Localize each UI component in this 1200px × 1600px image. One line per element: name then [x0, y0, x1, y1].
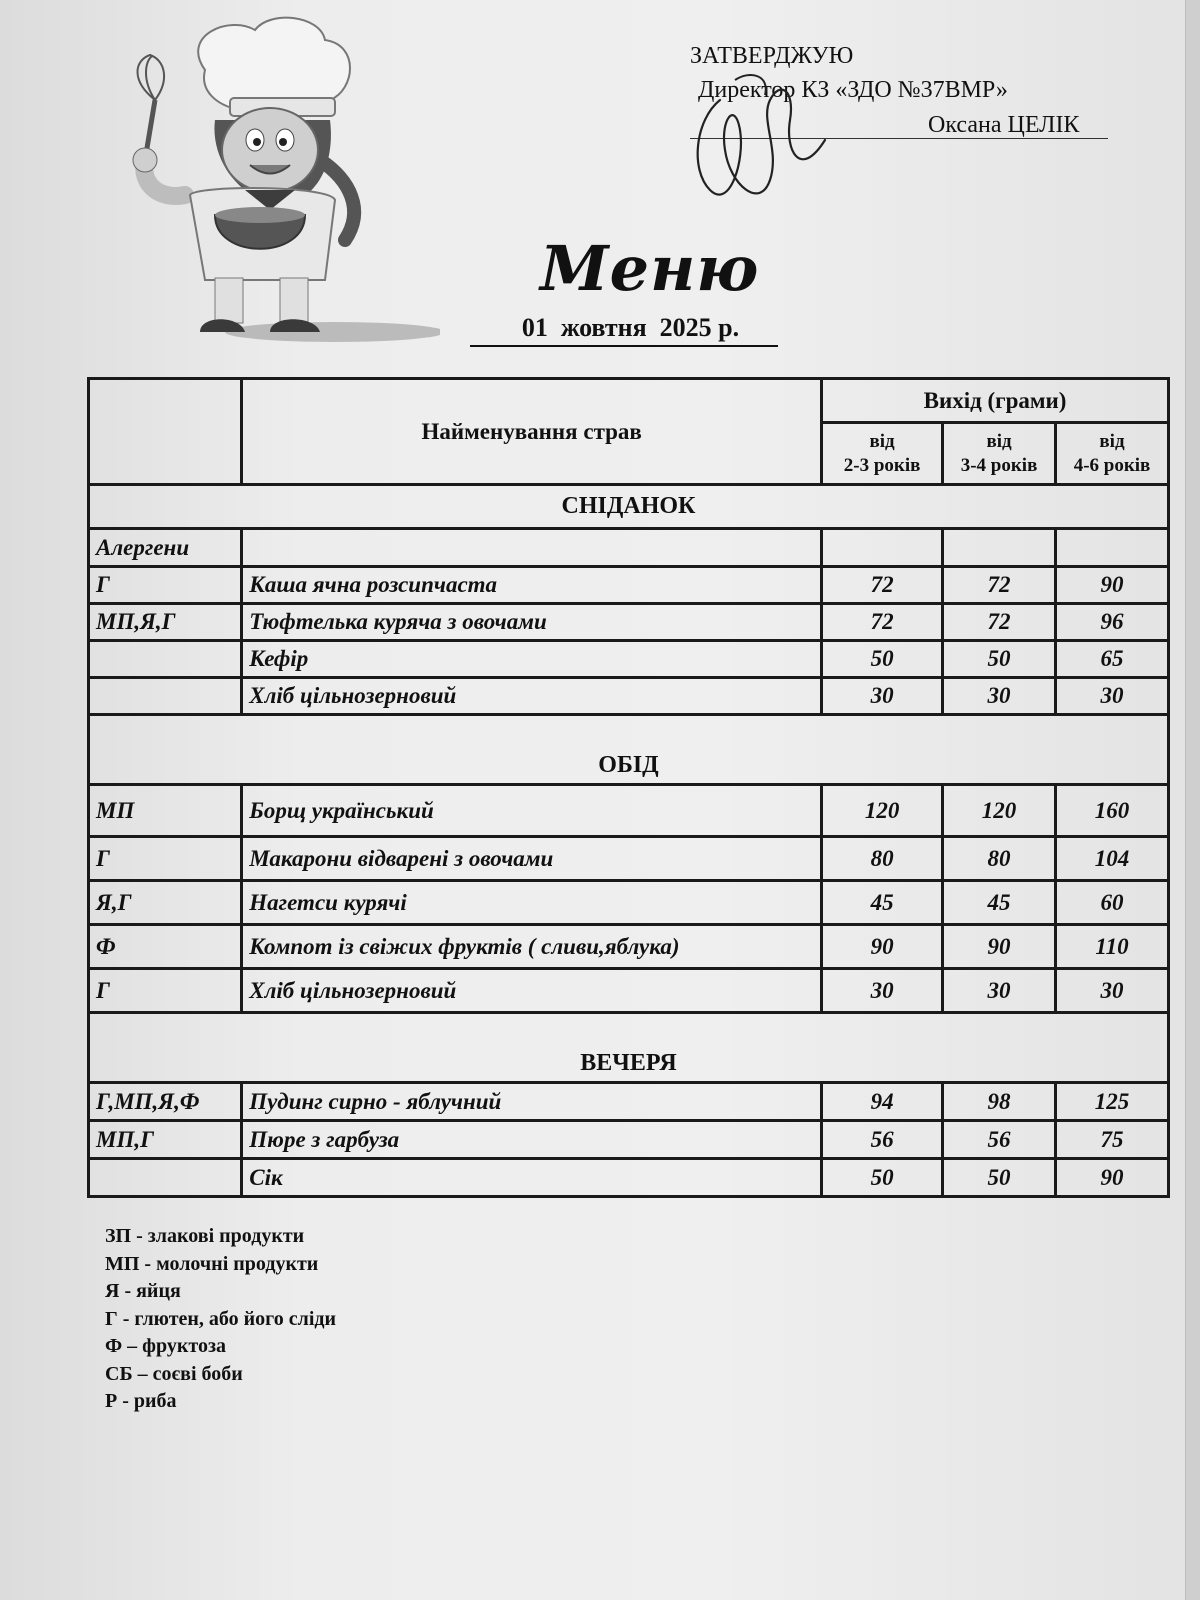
age-group-header: від 4-6 років [1056, 423, 1169, 485]
table-row [89, 925, 1169, 969]
yield-cell: 50 [822, 641, 943, 678]
allergens-header-row [89, 529, 1169, 567]
yield-cell: 72 [822, 604, 943, 641]
yield-cell: 94 [822, 1083, 943, 1121]
dish-cell: Хліб цільнозерновий [242, 678, 822, 715]
dish-cell: Компот із свіжих фруктів ( сливи,яблука) [242, 925, 822, 969]
allergen-cell [89, 1159, 242, 1197]
yield-cell: 56 [822, 1121, 943, 1159]
yield-cell: 30 [1056, 678, 1169, 715]
allergen-cell: Г [89, 837, 242, 881]
yield-cell: 125 [1056, 1083, 1169, 1121]
table-row [89, 1083, 1169, 1121]
yield-cell: 160 [1056, 785, 1169, 837]
allergens-label: Алергени [89, 529, 242, 567]
chef-illustration [120, 10, 440, 370]
yield-cell: 120 [822, 785, 943, 837]
yield-cell: 45 [943, 881, 1056, 925]
handwritten-signature [690, 60, 840, 220]
yield-cell: 72 [822, 567, 943, 604]
yield-cell: 60 [1056, 881, 1169, 925]
allergen-legend [105, 1223, 336, 1416]
yield-cell: 98 [943, 1083, 1056, 1121]
table-row [89, 1159, 1169, 1197]
allergen-cell: Ф [89, 925, 242, 969]
yield-cell: 120 [943, 785, 1056, 837]
table-row [89, 641, 1169, 678]
dish-cell: Кефір [242, 641, 822, 678]
dish-cell: Борщ український [242, 785, 822, 837]
allergen-cell: МП,Я,Г [89, 604, 242, 641]
table-row [89, 678, 1169, 715]
table-row [89, 837, 1169, 881]
yield-cell: 30 [822, 969, 943, 1013]
yield-cell: 56 [943, 1121, 1056, 1159]
page-title: Меню [540, 232, 760, 305]
approval-title: ЗАТВЕРДЖУЮ [690, 43, 854, 69]
yield-cell: 72 [943, 567, 1056, 604]
dish-cell: Макарони відварені з овочами [242, 837, 822, 881]
yield-cell: 50 [822, 1159, 943, 1197]
yield-cell: 80 [822, 837, 943, 881]
section-breakfast-row [89, 485, 1169, 529]
age-group-header: від 3-4 років [943, 423, 1056, 485]
yield-cell: 30 [1056, 969, 1169, 1013]
legend-item: ЗП - злакові продукти [105, 1225, 305, 1247]
header-dish-name: Найменування страв [242, 379, 822, 485]
allergen-cell: МП,Г [89, 1121, 242, 1159]
section-lunch-row [89, 715, 1169, 785]
legend-item: Я - яйця [105, 1280, 181, 1302]
table-row [89, 969, 1169, 1013]
dish-cell: Нагетси курячі [242, 881, 822, 925]
yield-cell: 45 [822, 881, 943, 925]
legend-item: Р - риба [105, 1390, 177, 1412]
table-row [89, 785, 1169, 837]
yield-cell: 90 [822, 925, 943, 969]
dish-cell: Сік [242, 1159, 822, 1197]
table-row [89, 567, 1169, 604]
legend-item: СБ – соєві боби [105, 1362, 243, 1385]
header-yield: Вихід (грами) [822, 379, 1169, 423]
yield-cell: 110 [1056, 925, 1169, 969]
section-title: ВЕЧЕРЯ [89, 1013, 1169, 1083]
header-row-1 [89, 379, 1169, 423]
yield-cell: 50 [943, 1159, 1056, 1197]
dish-cell: Пюре з гарбуза [242, 1121, 822, 1159]
table-row [89, 1121, 1169, 1159]
approval-person: Оксана ЦЕЛІК [928, 112, 1080, 138]
yield-cell: 50 [943, 641, 1056, 678]
allergen-cell: Г,МП,Я,Ф [89, 1083, 242, 1121]
table-row [89, 604, 1169, 641]
table-row [89, 881, 1169, 925]
legend-item: МП - молочні продукти [105, 1252, 319, 1275]
allergen-cell [89, 641, 242, 678]
section-title: ОБІД [89, 715, 1169, 785]
yield-cell: 90 [1056, 567, 1169, 604]
yield-cell: 30 [943, 678, 1056, 715]
dish-cell: Пудинг сирно - яблучний [242, 1083, 822, 1121]
section-dinner-row [89, 1013, 1169, 1083]
yield-cell: 90 [1056, 1159, 1169, 1197]
allergen-cell: Я,Г [89, 881, 242, 925]
yield-cell: 30 [822, 678, 943, 715]
yield-cell: 90 [943, 925, 1056, 969]
allergen-cell: МП [89, 785, 242, 837]
yield-cell: 104 [1056, 837, 1169, 881]
menu-date: 01 жовтня 2025 р. [470, 313, 778, 347]
dish-cell: Тюфтелька куряча з овочами [242, 604, 822, 641]
header-empty-cell [89, 379, 242, 485]
yield-cell: 80 [943, 837, 1056, 881]
approval-position: Директор КЗ «ЗДО №37ВМР» [698, 77, 1008, 103]
yield-cell: 30 [943, 969, 1056, 1013]
allergen-cell: Г [89, 969, 242, 1013]
menu-table [87, 377, 1170, 1198]
yield-cell: 75 [1056, 1121, 1169, 1159]
allergen-cell [89, 678, 242, 715]
dish-cell: Каша ячна розсипчаста [242, 567, 822, 604]
legend-item: Г - глютен, або його сліди [105, 1307, 337, 1330]
legend-item: Ф – фруктоза [105, 1335, 226, 1357]
yield-cell: 72 [943, 604, 1056, 641]
allergen-cell: Г [89, 567, 242, 604]
section-title: СНІДАНОК [89, 485, 1169, 529]
page-edge [1185, 0, 1200, 1600]
age-group-header: від 2-3 років [822, 423, 943, 485]
yield-cell: 96 [1056, 604, 1169, 641]
dish-cell: Хліб цільнозерновий [242, 969, 822, 1013]
yield-cell: 65 [1056, 641, 1169, 678]
